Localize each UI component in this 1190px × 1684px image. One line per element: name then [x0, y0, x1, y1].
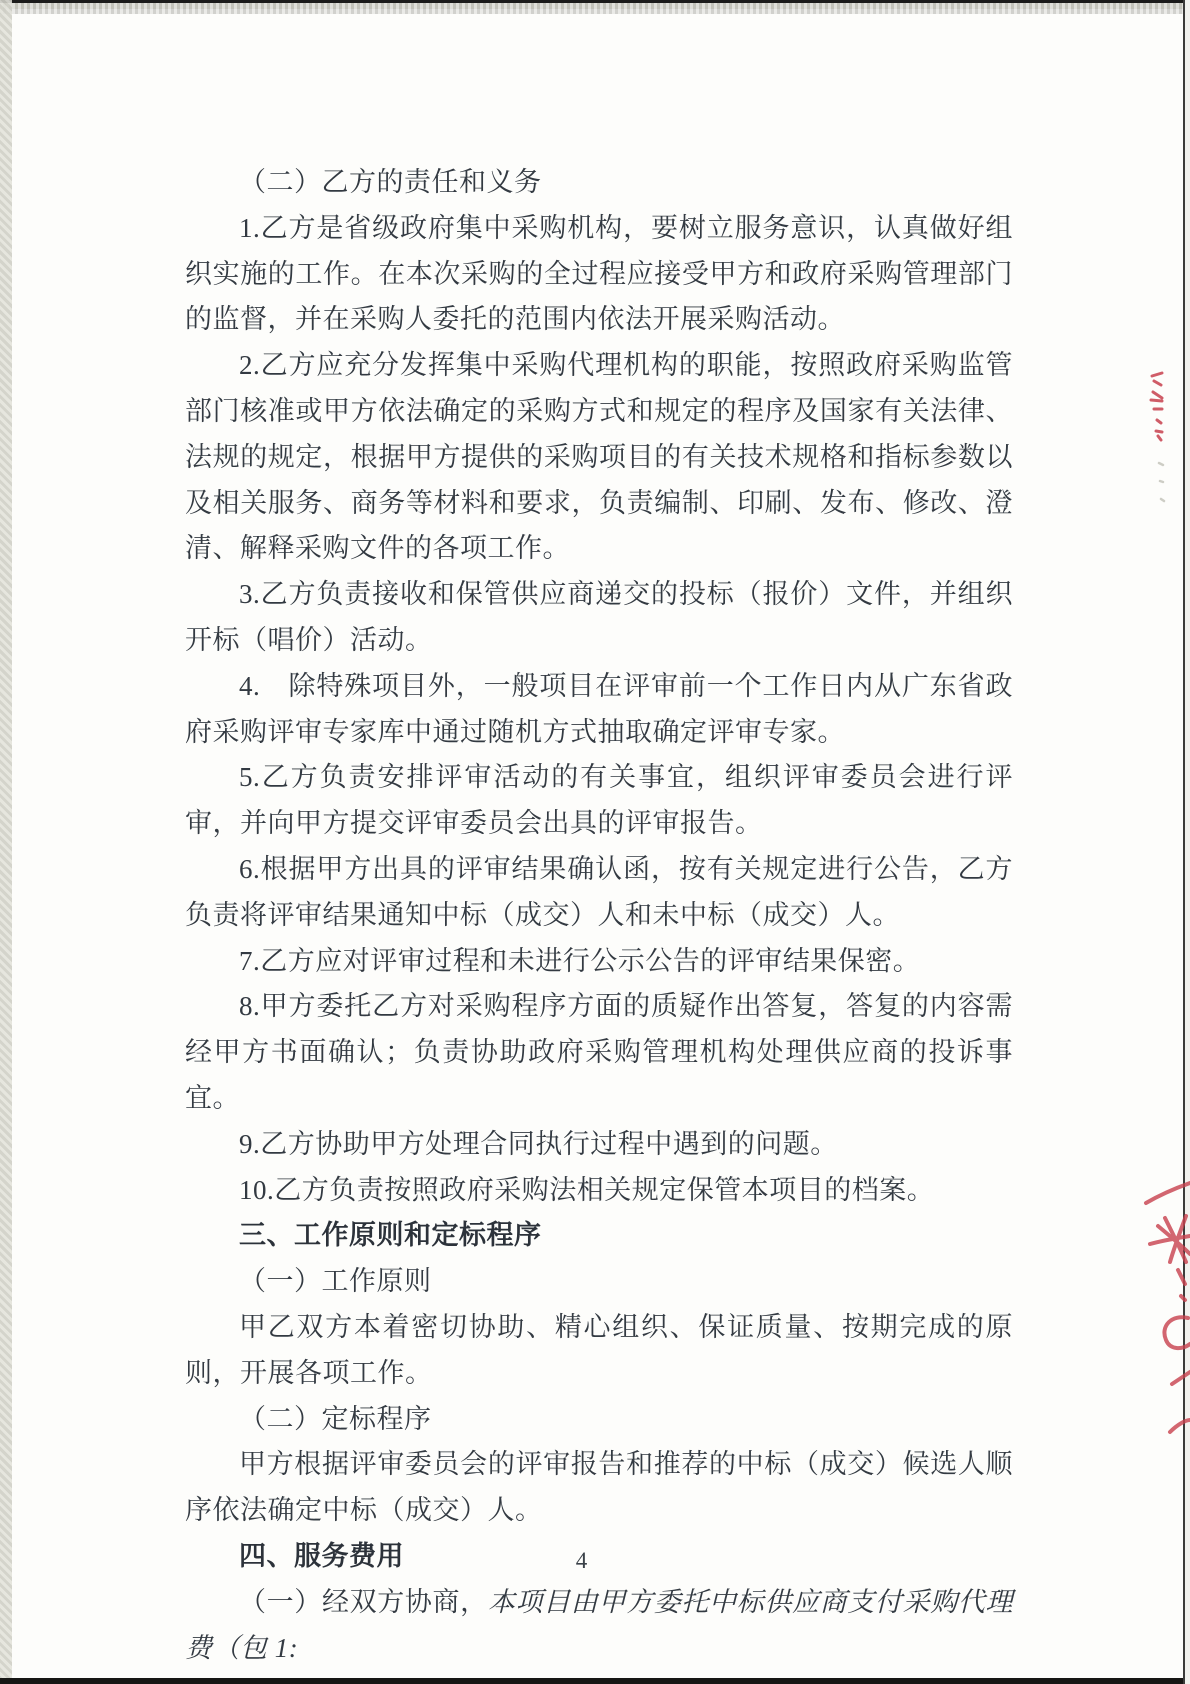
- paragraph: [185, 572, 1013, 664]
- text-run: 5.乙方负责安排评审活动的有关事宜，组织评审委员会进行评审，并向甲方提交评审委员会出具的评审报告。: [185, 762, 1013, 839]
- paragraph: [185, 664, 1013, 756]
- faint-edge-specks: [1159, 463, 1164, 501]
- text-run: 10.乙方负责按照政府采购法相关规定保管本项目的档案。: [239, 1174, 935, 1205]
- italic-text-run: 本项目由甲方委托中标供应商支付采购代理费（包 1:: [185, 1586, 1014, 1663]
- text-run: 三、工作原则和定标程序: [239, 1220, 542, 1251]
- text-run: （一）经双方协商，: [239, 1586, 488, 1617]
- text-run: 7.乙方应对评审过程和未进行公示公告的评审结果保密。: [239, 945, 921, 976]
- text-run: 9.乙方协助甲方处理合同执行过程中遇到的问题。: [239, 1128, 838, 1159]
- section-heading: [185, 1213, 1013, 1259]
- text-run: 3.乙方负责接收和保管供应商递交的投标（报价）文件，并组织开标（唱价）活动。: [185, 579, 1013, 655]
- paragraph: [185, 984, 1013, 1121]
- red-seal-fragment-column: [1151, 373, 1162, 440]
- paragraph: [185, 1259, 1013, 1305]
- paragraph: [185, 1168, 1013, 1214]
- paragraph: [185, 1397, 1013, 1443]
- paragraph: [185, 1122, 1013, 1168]
- paragraph: [185, 1442, 1013, 1534]
- paragraph: [185, 160, 1013, 206]
- text-run: 8.甲方委托乙方对采购程序方面的质疑作出答复，答复的内容需经甲方书面确认；负责协助政府采购管理机构处理供应商的投诉事宜。: [185, 991, 1013, 1113]
- page-number: 4: [575, 1548, 588, 1573]
- text-run: 6.根据甲方出具的评审结果确认函，按有关规定进行公告，乙方负责将评审结果通知中标（成交）人和未中标（成交）人。: [185, 853, 1013, 930]
- text-run: 4. 除特殊项目外，一般项目在评审前一个工作日内从广东省政府采购评审专家库中通过随机方式抽取确定评审专家。: [185, 670, 1013, 747]
- text-run: （二）定标程序: [239, 1403, 432, 1434]
- document-body: [185, 160, 1013, 1671]
- paragraph: [185, 939, 1013, 985]
- scan-edge-left: [0, 0, 12, 1684]
- text-run: 甲乙双方本着密切协助、精心组织、保证质量、按期完成的原则，开展各项工作。: [185, 1311, 1013, 1388]
- text-run: 2.乙方应充分发挥集中采购代理机构的职能，按照政府采购监管部门核准或甲方依法确定的采购方式和规定的程序及国家有关法律、法规的规定，根据甲方提供的采购项目的有关技术规格和指标参数以及相关服务、商务等材料和要求，负责编制、印刷、发布、修改、澄清、解释采购文件的各项工作。: [185, 350, 1013, 564]
- text-run: 四、服务费用: [239, 1540, 404, 1571]
- scan-edge-right-margin: [1185, 0, 1190, 1684]
- paragraph: [185, 847, 1013, 939]
- paragraph: [185, 755, 1013, 847]
- text-run: （一）工作原则: [239, 1266, 432, 1297]
- text-run: （二）乙方的责任和义务: [239, 167, 542, 197]
- paragraph: [185, 1580, 1013, 1672]
- text-run: 1.乙方是省级政府集中采购机构，要树立服务意识，认真做好组织实施的工作。在本次采购的全过程应接受甲方和政府采购管理部门的监督，并在采购人委托的范围内依法开展采购活动。: [185, 212, 1013, 335]
- paragraph: [185, 343, 1013, 572]
- paragraph: [185, 1305, 1013, 1397]
- scan-edge-bottom: [0, 1678, 1190, 1684]
- text-run: 甲方根据评审委员会的评审报告和推荐的中标（成交）候选人顺序依法确定中标（成交）人。: [185, 1449, 1013, 1526]
- scan-edge-top: [0, 0, 1190, 14]
- paragraph: [185, 206, 1013, 343]
